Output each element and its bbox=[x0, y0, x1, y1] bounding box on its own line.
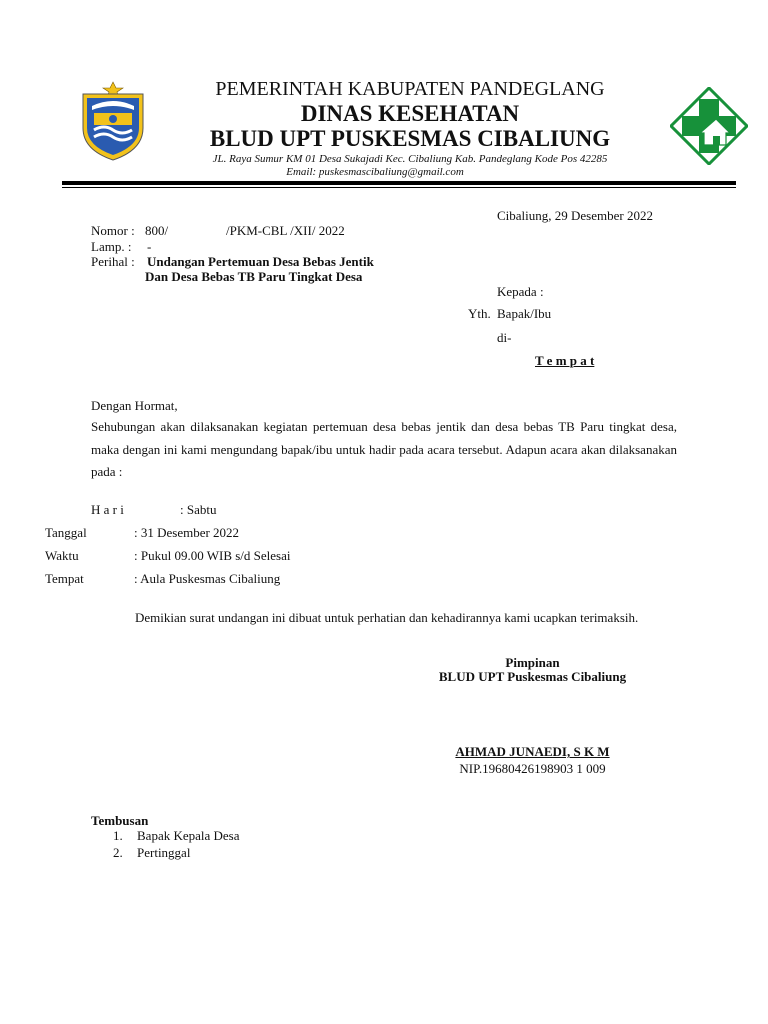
lamp-label: Lamp. : bbox=[91, 239, 132, 254]
tempat-heading: T e m p a t bbox=[535, 353, 595, 368]
cc-item: Pertinggal bbox=[137, 845, 191, 860]
letterhead-agency: DINAS KESEHATAN bbox=[300, 101, 520, 126]
kepada-label: Kepada : bbox=[497, 284, 544, 299]
cc-item: Bapak Kepala Desa bbox=[137, 828, 240, 843]
recipient: Bapak/Ibu bbox=[497, 306, 552, 321]
perihal-label: Perihal : bbox=[91, 254, 135, 269]
letterhead-divider-thick bbox=[62, 181, 736, 185]
body-paragraph: Sehubungan akan dilaksanakan kegiatan pertemuan desa bebas jentik dan desa bebas TB Paru tingkat desa, maka dengan ini kami mengundang bapak/ibu untuk hadir pada acara tersebut. Adapun acara akan dilaksanakan pada : bbox=[91, 419, 677, 479]
signer-title-1: Pimpinan bbox=[505, 655, 560, 670]
cc-title: Tembusan bbox=[91, 813, 149, 828]
place-date: Cibaliung, 29 Desember 2022 bbox=[497, 208, 653, 223]
puskesmas-green-cross-icon bbox=[670, 87, 748, 165]
signer-name: AHMAD JUNAEDI, S K M bbox=[455, 744, 610, 759]
yth-label: Yth. bbox=[468, 306, 491, 321]
lamp-value: - bbox=[147, 239, 152, 254]
di-label: di- bbox=[497, 330, 512, 345]
letterhead-email: Email: puskesmascibaliung@gmail.com bbox=[286, 166, 464, 178]
letterhead-institution: BLUD UPT PUSKESMAS CIBALIUNG bbox=[209, 126, 611, 151]
salutation: Dengan Hormat, bbox=[91, 398, 178, 413]
letterhead-divider-thin bbox=[62, 187, 736, 188]
schedule-value-date: : 31 Desember 2022 bbox=[134, 525, 240, 540]
signer-title-2: BLUD UPT Puskesmas Cibaliung bbox=[438, 669, 627, 684]
schedule-label-day: H a r i bbox=[91, 502, 124, 517]
schedule-label-venue: Tempat bbox=[45, 571, 84, 586]
schedule-label-time: Waktu bbox=[45, 548, 79, 563]
nomor-label: Nomor : bbox=[91, 223, 135, 238]
pandeglang-regency-crest-icon bbox=[78, 80, 148, 162]
letterhead-address: JL. Raya Sumur KM 01 Desa Sukajadi Kec. Cibaliung Kab. Pandeglang Kode Pos 42285 bbox=[212, 153, 608, 165]
schedule-label-date: Tanggal bbox=[45, 525, 87, 540]
schedule-value-day: : Sabtu bbox=[180, 502, 217, 517]
schedule-value-time: : Pukul 09.00 WIB s/d Selesai bbox=[134, 548, 291, 563]
nomor-suffix: /PKM-CBL /XII/ 2022 bbox=[226, 223, 345, 238]
perihal-line-2: Dan Desa Bebas TB Paru Tingkat Desa bbox=[145, 269, 363, 284]
signer-nip: NIP.19680426198903 1 009 bbox=[459, 761, 606, 776]
schedule-value-venue: : Aula Puskesmas Cibaliung bbox=[134, 571, 281, 586]
perihal-line-1: Undangan Pertemuan Desa Bebas Jentik bbox=[147, 254, 374, 269]
closing-paragraph: Demikian surat undangan ini dibuat untuk perhatian dan kehadirannya kami ucapkan terimaksih. bbox=[135, 610, 639, 625]
cc-item-number: 1. bbox=[113, 828, 123, 843]
letterhead-government: PEMERINTAH KABUPATEN PANDEGLANG bbox=[215, 78, 605, 100]
nomor-value: 800/ bbox=[145, 223, 169, 238]
cc-item-number: 2. bbox=[113, 845, 123, 860]
